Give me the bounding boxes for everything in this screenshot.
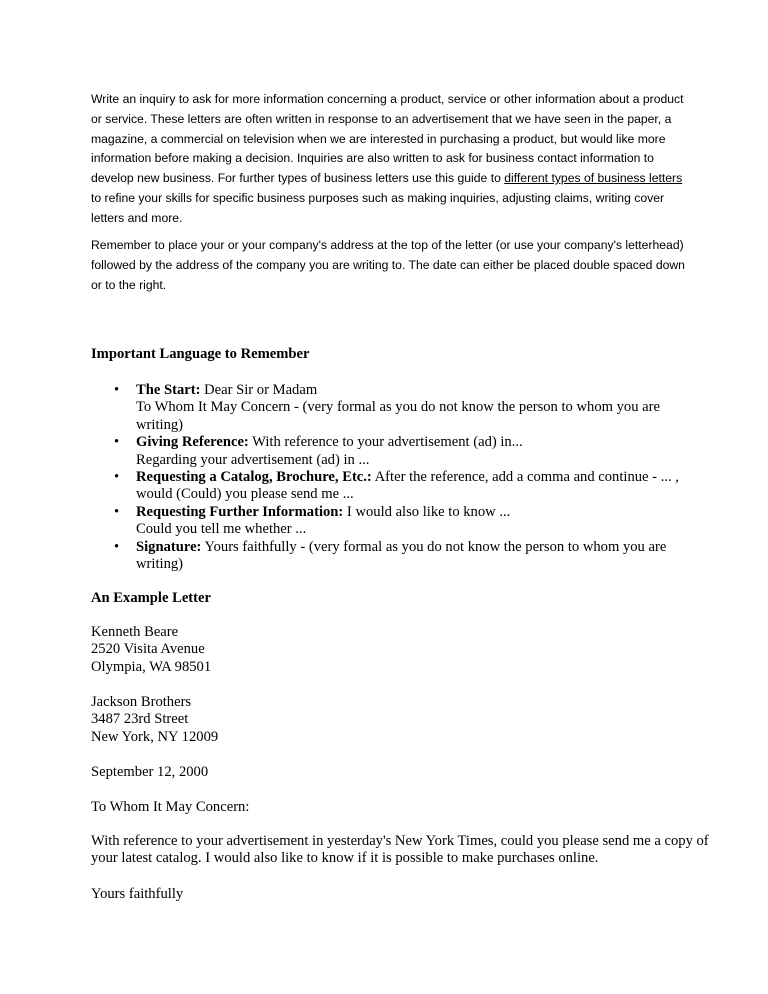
list-item-text: Yours faithfully - (very formal as you do not know the person to whom you are writing)	[136, 538, 667, 573]
language-list	[114, 382, 692, 573]
bullet-icon: •	[114, 382, 120, 398]
recipient-city: New York, NY 12009	[91, 728, 219, 745]
letter-body: With reference to your advertisement in yesterday's New York Times, could you please send me a copy of your latest catalog. I would also like to know if it is possible to make purchases online.	[91, 833, 709, 867]
recipient-street: 3487 23rd Street	[91, 711, 189, 728]
list-item-term: The Start:	[136, 382, 201, 398]
list-item	[114, 503, 692, 539]
business-letters-link[interactable]: different types of business letters	[504, 171, 683, 186]
bullet-icon: •	[114, 503, 120, 520]
bullet-icon: •	[114, 469, 120, 486]
list-item	[114, 434, 692, 469]
intro-text-a: Write an inquiry to ask for more information concerning a product, service or other information about a product or service. These letters are often written in response to an advertisement that we have seen in the paper, a magazine, a commercial on television when we are interested in purchasing a product, but would like more information before making a decision. Inquiries are also written to ask for business contact information to develop new business. For further types of business letters use this guide to	[91, 92, 684, 186]
letter-date: September 12, 2000	[91, 764, 209, 780]
intro-paragraph-2: Remember to place your or your company's address at the top of the letter (or use your company's letterhead) followed by the address of the company you are writing to. The date can either be placed double spaced down or to the right.	[91, 238, 685, 292]
letter-closing: Yours faithfully	[91, 886, 184, 902]
list-item-text: After the reference, add a comma and continue - ... , would (Could) you please send me ...	[136, 469, 679, 503]
list-item-term: Signature:	[136, 538, 202, 555]
list-item-text: I would also like to know ...	[343, 503, 511, 520]
letter-salutation: To Whom It May Concern:	[91, 799, 250, 815]
sender-city: Olympia, WA 98501	[91, 658, 212, 675]
list-item	[114, 538, 692, 574]
bullet-icon: •	[114, 538, 120, 555]
language-heading: Important Language to Remember	[91, 346, 310, 362]
list-item-term: Requesting a Catalog, Brochure, Etc.:	[136, 469, 372, 486]
list-item-line2: Could you tell me whether ...	[136, 521, 307, 538]
list-item-line2: To Whom It May Concern - (very formal as you do not know the person to whom you are writing)	[136, 399, 660, 433]
bullet-icon: •	[114, 434, 120, 451]
list-item-term: Giving Reference:	[136, 434, 249, 451]
sender-address	[91, 624, 711, 676]
sender-street: 2520 Visita Avenue	[91, 641, 205, 658]
example-heading: An Example Letter	[91, 590, 211, 606]
recipient-address	[91, 694, 711, 746]
list-item-term: Requesting Further Information:	[136, 503, 344, 520]
intro-text-b: to refine your skills for specific business purposes such as making inquiries, adjusting claims, writing cover letters and more.	[91, 190, 665, 225]
intro-paragraph-1	[91, 90, 691, 229]
list-item	[114, 469, 692, 504]
sender-name: Kenneth Beare	[91, 624, 179, 640]
list-item	[114, 382, 692, 434]
recipient-name: Jackson Brothers	[91, 694, 192, 710]
list-item-text: With reference to your advertisement (ad) in...	[248, 434, 523, 451]
list-item-line2: Regarding your advertisement (ad) in ...	[136, 451, 370, 468]
list-item-text: Dear Sir or Madam	[200, 382, 318, 398]
